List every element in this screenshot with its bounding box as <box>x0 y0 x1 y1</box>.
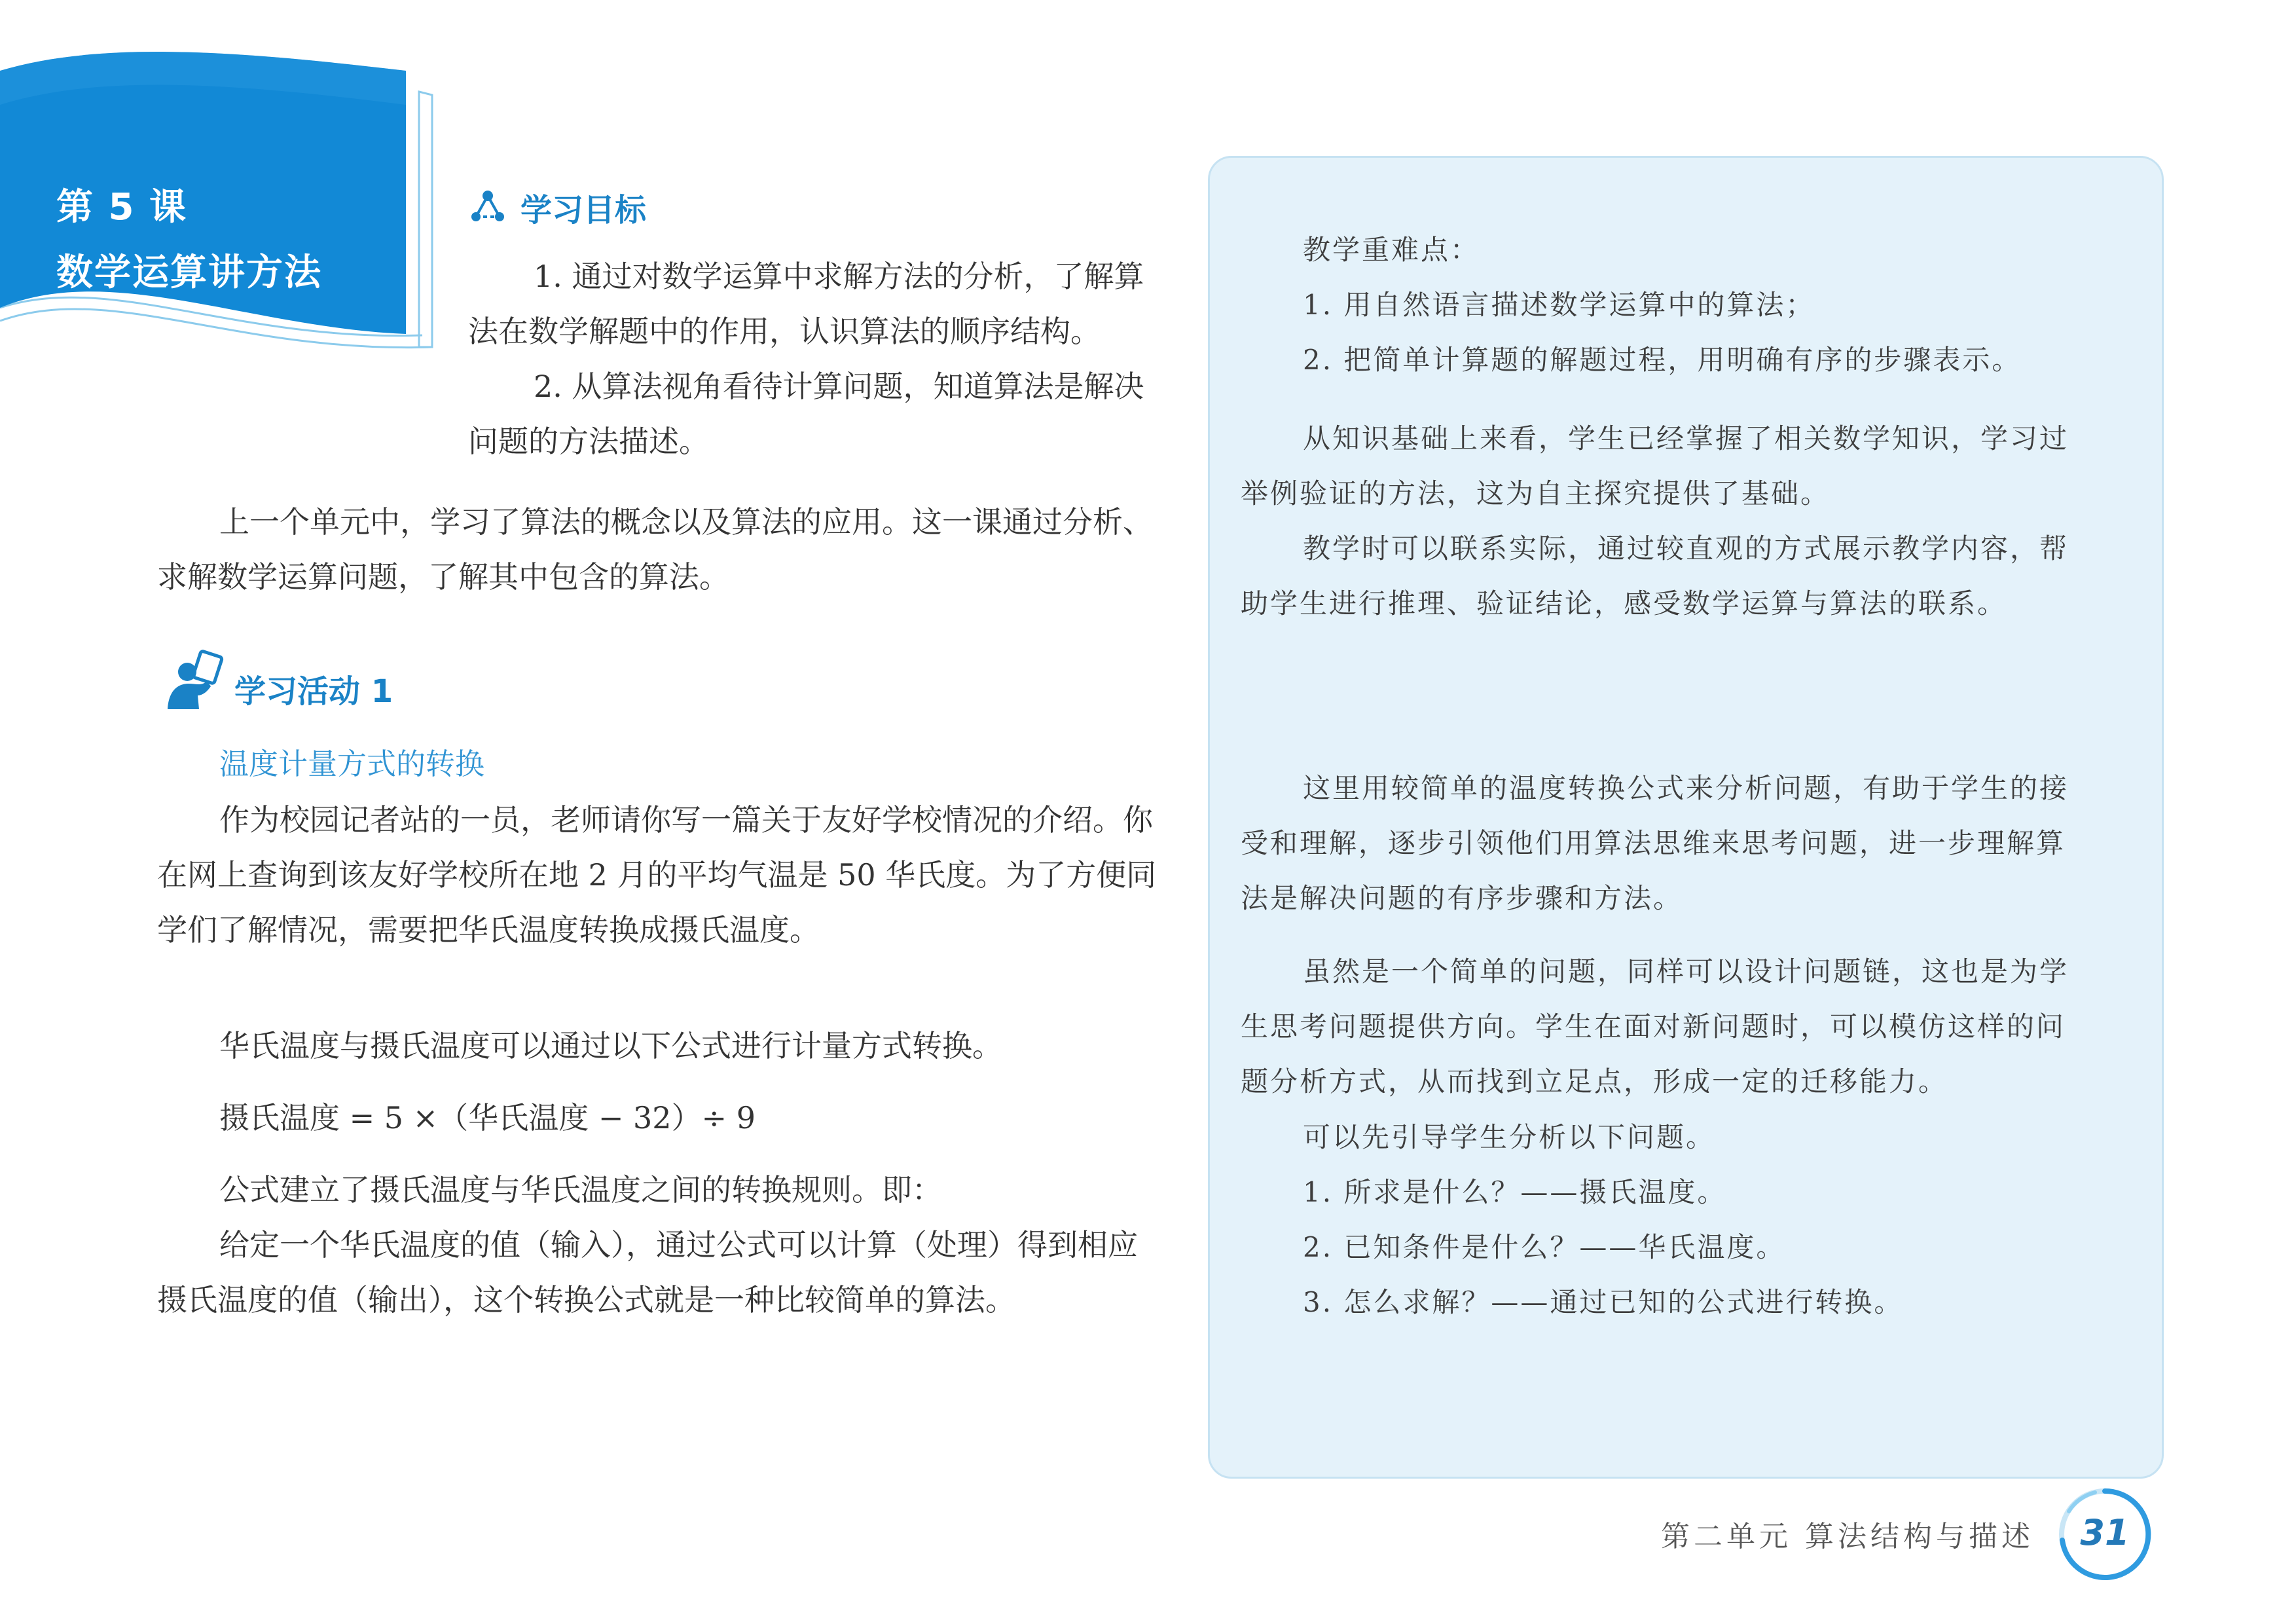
objective-line: 1. 通过对数学运算中求解方法的分析，了解算 <box>534 259 1144 294</box>
formula <box>219 1090 1175 1145</box>
notes-line: 教学时可以联系实际，通过较直观的方式展示教学内容，帮 <box>1303 532 2069 564</box>
notes-line: 受和理解，逐步引领他们用算法思维来思考问题，进一步理解算 <box>1241 827 2066 859</box>
activity-heading: 学习活动 1 <box>234 673 393 710</box>
notes-line: 1. 所求是什么？——摄氏温度。 <box>1303 1176 1727 1208</box>
explanation-line: 公式建立了摄氏温度与华氏温度之间的转换规则。即： <box>219 1172 942 1208</box>
notes-line: 举例验证的方法，这为自主探究提供了基础。 <box>1241 477 1831 509</box>
notes-line: 这里用较简单的温度转换公式来分析问题，有助于学生的接 <box>1303 772 2069 804</box>
objective-line: 2. 从算法视角看待计算问题，知道算法是解决 <box>534 369 1144 404</box>
objective-line: 问题的方法描述。 <box>468 424 709 459</box>
formula-intro-text: 华氏温度与摄氏温度可以通过以下公式进行计量方式转换。 <box>219 1028 1002 1063</box>
scenario-line: 作为校园记者站的一员，老师请你写一篇关于友好学校情况的介绍。你 <box>219 802 1153 838</box>
objectives-list <box>468 249 1175 469</box>
notes-paragraph-4 <box>1241 944 2144 1109</box>
notes-paragraph-2 <box>1241 521 2144 631</box>
objectives-icon <box>468 187 507 226</box>
page-number: 31 <box>2080 1512 2130 1553</box>
intro-line: 上一个单元中，学习了算法的概念以及算法的应用。这一课通过分析、 <box>219 504 1153 540</box>
activity-subheading: 温度计量方式的转换 <box>219 747 485 781</box>
intro-paragraph <box>157 494 1178 604</box>
notes-line: 2. 把简单计算题的解题过程，用明确有序的步骤表示。 <box>1303 344 2022 376</box>
formula-text: 摄氏温度 = 5 ×（华氏温度 − 32）÷ 9 <box>219 1100 756 1135</box>
notes-line: 题分析方式，从而找到立足点，形成一定的迁移能力。 <box>1241 1065 1948 1098</box>
unit-footer-text: 第二单元 算法结构与描述 <box>1661 1520 2034 1553</box>
notes-line: 3. 怎么求解？——通过已知的公式进行转换。 <box>1303 1286 1904 1318</box>
lesson-title: 数学运算讲方法 <box>56 251 322 294</box>
notes-line: 助学生进行推理、验证结论，感受数学运算与算法的联系。 <box>1241 587 2007 619</box>
notes-line: 从知识基础上来看，学生已经掌握了相关数学知识，学习过 <box>1303 422 2069 454</box>
scenario-line: 在网上查询到该友好学校所在地 2 月的平均气温是 50 华氏度。为了方便同 <box>157 857 1157 893</box>
scenario-line: 学们了解情况，需要把华氏温度转换成摄氏温度。 <box>157 912 820 948</box>
activity-scenario <box>157 792 1178 957</box>
student-activity-icon <box>162 647 228 712</box>
notes-line: 2. 已知条件是什么？——华氏温度。 <box>1303 1231 1786 1263</box>
notes-line: 生思考问题提供方向。学生在面对新问题时，可以模仿这样的问 <box>1241 1010 2066 1043</box>
intro-line: 求解数学运算问题，了解其中包含的算法。 <box>157 559 729 595</box>
objective-line: 法在数学解题中的作用，认识算法的顺序结构。 <box>468 314 1101 349</box>
formula-intro <box>219 1018 1175 1073</box>
notes-line: 1. 用自然语言描述数学运算中的算法； <box>1303 289 1815 321</box>
objectives-heading: 学习目标 <box>520 192 647 229</box>
explanation-line: 给定一个华氏温度的值（输入），通过公式可以计算（处理）得到相应 <box>219 1227 1138 1263</box>
activity-explanation <box>157 1162 1178 1327</box>
lesson-number: 第 5 课 <box>56 186 187 229</box>
difficulties-block <box>1303 223 2154 388</box>
guiding-questions <box>1303 1110 2154 1330</box>
notes-paragraph-3 <box>1241 761 2144 926</box>
notes-line: 可以先引导学生分析以下问题。 <box>1303 1121 1716 1153</box>
notes-line: 虽然是一个简单的问题，同样可以设计问题链，这也是为学 <box>1303 955 2069 987</box>
notes-paragraph-1 <box>1241 411 2144 521</box>
notes-line: 法是解决问题的有序步骤和方法。 <box>1241 882 1683 914</box>
lesson-banner <box>0 46 458 386</box>
explanation-line: 摄氏温度的值（输出），这个转换公式就是一种比较简单的算法。 <box>157 1282 1015 1318</box>
notes-line: 教学重难点： <box>1303 234 1480 266</box>
